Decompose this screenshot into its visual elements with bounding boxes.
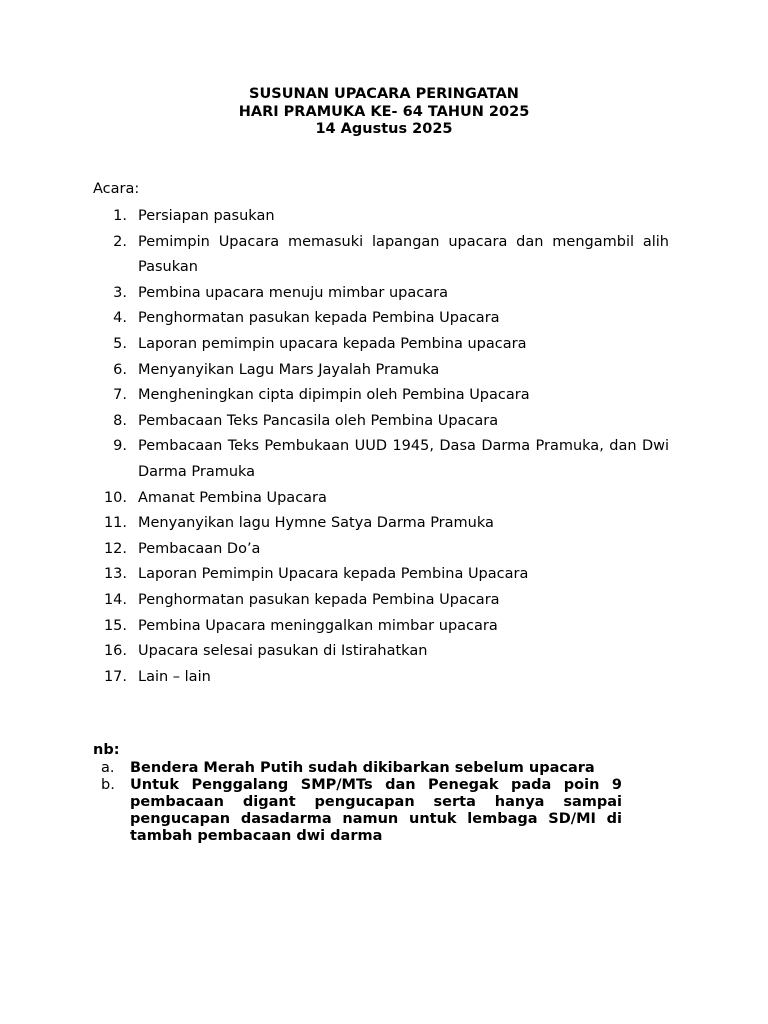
agenda-item-text: Lain – lain — [138, 668, 211, 685]
agenda-item-number: 7. — [113, 387, 127, 404]
agenda-item-number: 12. — [103, 540, 127, 557]
title-date: 14 Agustus 2025 — [315, 121, 453, 137]
agenda-item — [93, 434, 669, 485]
agenda-item-number: 16. — [103, 643, 127, 660]
agenda-item — [93, 383, 669, 409]
agenda-item-text: Pemimpin Upacara memasuki lapangan upacara dan mengambil alih Pasukan — [138, 233, 669, 276]
agenda-item — [93, 358, 669, 384]
agenda-item-text: Menyanyikan Lagu Mars Jayalah Pramuka — [138, 361, 440, 378]
agenda-item-text: Penghormatan pasukan kepada Pembina Upacara — [138, 310, 500, 327]
agenda-item — [93, 639, 669, 665]
agenda-item — [93, 614, 669, 640]
agenda-item-text: Pembacaan Teks Pancasila oleh Pembina Upacara — [138, 412, 499, 429]
agenda-item-text: Pembacaan Do’a — [138, 540, 261, 557]
note-item — [93, 777, 622, 845]
title-line-2: HARI PRAMUKA KE- 64 TAHUN 2025 — [238, 103, 530, 120]
agenda-item-text: Laporan pemimpin upacara kepada Pembina upacara — [138, 335, 527, 352]
notes-list — [93, 760, 622, 845]
agenda-item-text: Menyanyikan lagu Hymne Satya Darma Pramuka — [138, 515, 494, 532]
agenda-item — [93, 562, 669, 588]
agenda-item-number: 2. — [113, 233, 127, 250]
agenda-item-number: 14. — [103, 591, 127, 608]
note-item-letter: b. — [101, 777, 115, 793]
agenda-item — [93, 665, 669, 691]
agenda-item-text: Pembina upacara menuju mimbar upacara — [138, 284, 448, 301]
agenda-item-text: Pembacaan Teks Pembukaan UUD 1945, Dasa Darma Pramuka, dan Dwi Darma Pramuka — [138, 438, 669, 480]
agenda-item — [93, 306, 669, 332]
agenda-item-text: Penghormatan pasukan kepada Pembina Upacara — [138, 591, 500, 608]
agenda-item-text: Upacara selesai pasukan di Istirahatkan — [138, 643, 428, 660]
agenda-item-number: 15. — [103, 617, 127, 634]
agenda-item-number: 1. — [113, 208, 127, 224]
agenda-item-text: Persiapan pasukan — [138, 208, 275, 224]
agenda-item-number: 5. — [113, 335, 127, 352]
agenda-item-text: Pembina Upacara meninggalkan mimbar upacara — [138, 617, 498, 634]
agenda-item-text: Laporan Pemimpin Upacara kepada Pembina Upacara — [138, 566, 529, 583]
agenda-item — [93, 230, 669, 281]
agenda-item — [93, 486, 669, 512]
agenda-item — [93, 537, 669, 563]
agenda-item — [93, 281, 669, 307]
agenda-item-number: 10. — [103, 489, 127, 506]
agenda-item — [93, 204, 669, 230]
agenda-item-number: 17. — [103, 668, 127, 685]
document-title — [0, 86, 768, 139]
agenda-item-number: 6. — [113, 361, 127, 378]
agenda-item-number: 8. — [113, 412, 127, 429]
agenda-item — [93, 332, 669, 358]
agenda-item-number: 9. — [113, 438, 127, 455]
note-item-text: Untuk Penggalang SMP/MTs dan Penegak pada poin 9 pembacaan digant pengucapan serta hanya sampai pengucapan dasadarma namun untuk lembaga SD/MI di tambah pembacaan dwi darma — [130, 777, 622, 844]
agenda-label: Acara: — [93, 181, 140, 197]
agenda-item-number: 4. — [113, 310, 127, 327]
agenda-list — [93, 204, 669, 690]
agenda-item-text: Mengheningkan cipta dipimpin oleh Pembina Upacara — [138, 387, 530, 404]
agenda-item-number: 11. — [103, 515, 127, 532]
note-item-letter: a. — [101, 760, 115, 776]
agenda-item-number: 13. — [103, 566, 127, 583]
note-item — [93, 760, 622, 777]
agenda-item — [93, 588, 669, 614]
agenda-item-text: Amanat Pembina Upacara — [138, 489, 327, 506]
agenda-item — [93, 511, 669, 537]
notes-label: nb: — [93, 742, 120, 758]
note-item-text: Bendera Merah Putih sudah dikibarkan sebelum upacara — [130, 760, 595, 776]
agenda-item-number: 3. — [113, 284, 127, 301]
title-line-1: SUSUNAN UPACARA PERINGATAN — [249, 86, 519, 102]
agenda-item — [93, 409, 669, 435]
